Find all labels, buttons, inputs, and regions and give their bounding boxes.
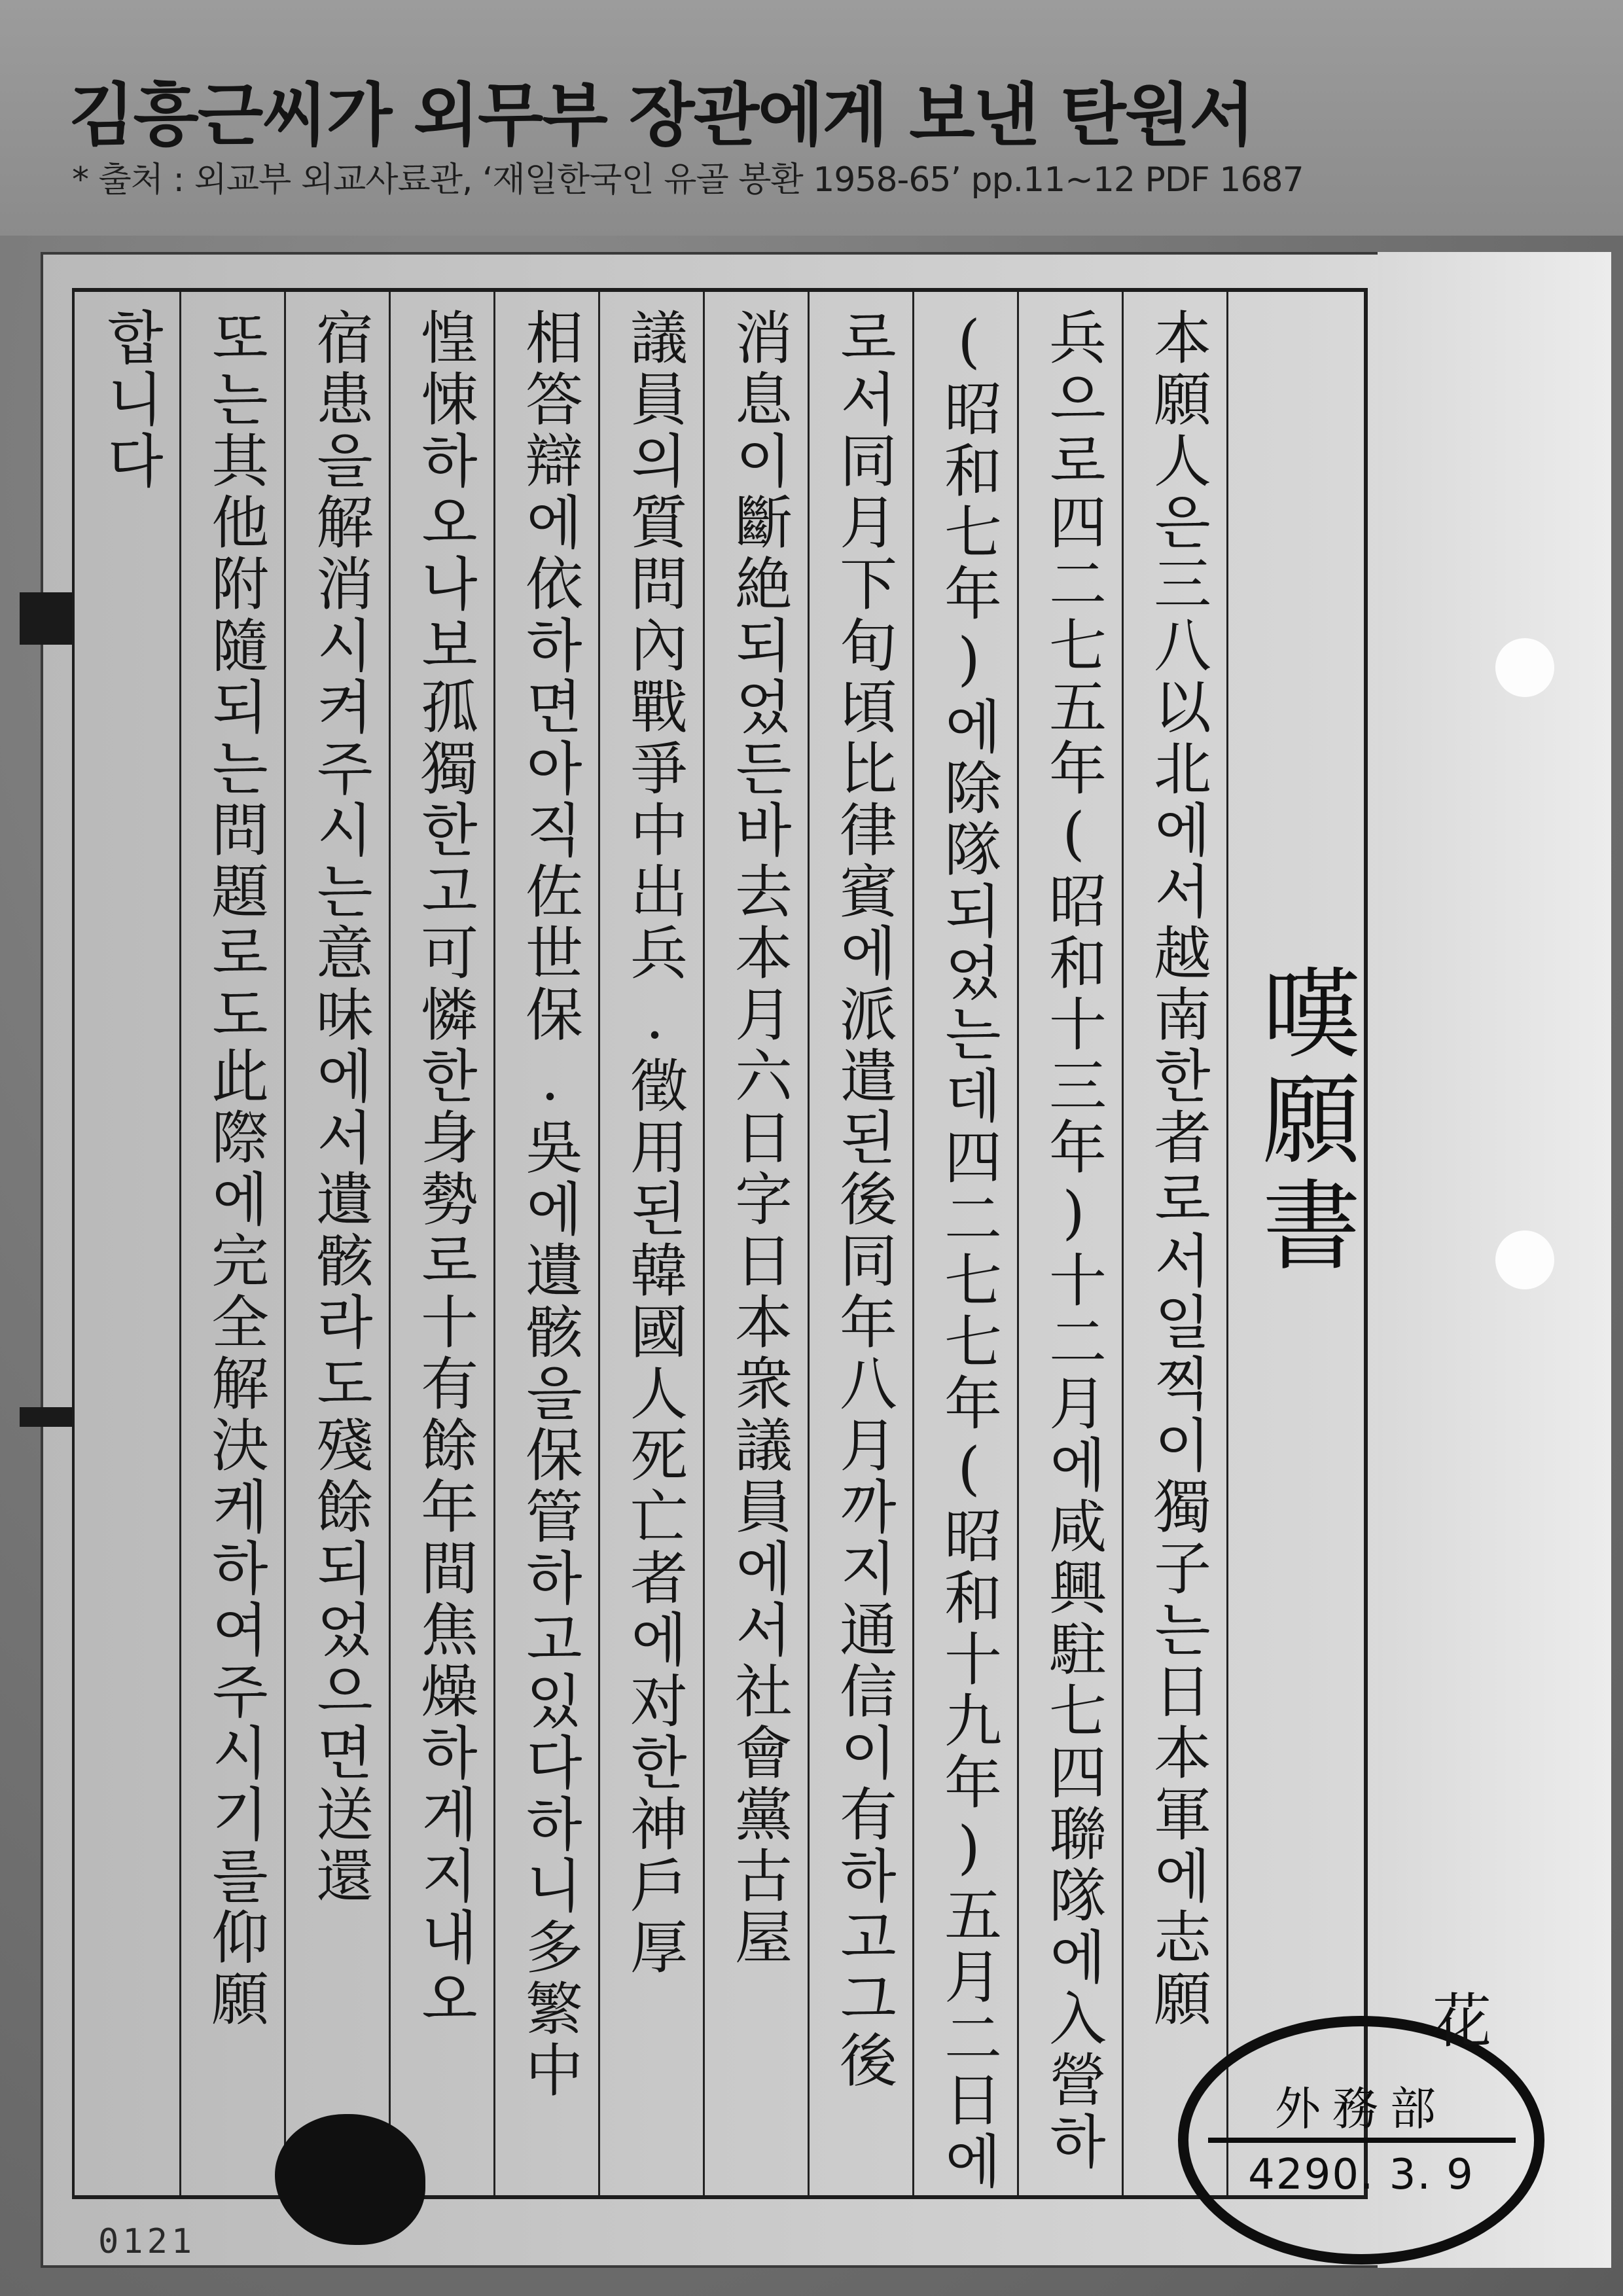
binder-hole-upper xyxy=(1495,638,1554,697)
left-binding-tab xyxy=(20,1407,72,1427)
text-column: 本願人은三八以北에서越南한者로서일찍이獨子는日本軍에志願 xyxy=(1145,308,1212,2030)
source-caption: * 출처 : 외교부 외교사료관, ‘재일한국인 유골 봉환 1958-65’ pp.11~12 PDF 1687 xyxy=(72,160,1304,200)
stamp-date: 4290. 3. 9 xyxy=(1248,2151,1474,2199)
text-column: 兵으로四二七五年(昭和十三年)十二月에咸興駐七四聯隊에入營하 xyxy=(1040,308,1107,2173)
header-band xyxy=(0,0,1623,236)
petition-heading: 嘆願書 xyxy=(1245,962,1359,1280)
receipt-stamp xyxy=(1178,2016,1544,2265)
text-column: 惶悚하오나보孤獨한고可憐한身勢로十有餘年間焦燥하게지내오 xyxy=(412,308,479,2030)
text-column: 相答辯에依하면아직佐世保.吳에遺骸을保管하고있다하니多繁中 xyxy=(516,308,584,2102)
page-title: 김흥근씨가 외무부 장관에게 보낸 탄원서 xyxy=(69,75,1254,155)
text-column: 로서同月下旬頃比律賓에派遣된後同年八月까지通信이有하고그後 xyxy=(830,308,898,2092)
corner-mark: 花 xyxy=(1422,1990,1491,2049)
text-column: 議員의質問內戰爭中出兵.徵用된韓國人死亡者에对한神戶厚 xyxy=(621,308,688,1979)
stamp-divider xyxy=(1208,2138,1516,2143)
paper-margin xyxy=(1378,252,1611,2268)
binder-hole-lower xyxy=(1495,1230,1554,1289)
left-binding-tab xyxy=(20,592,72,645)
text-column: (昭和七年)에除隊되었는데四二七七年(昭和十九年)五月二日에 xyxy=(935,308,1003,2193)
stamp-office-text: 外務部 xyxy=(1275,2082,1448,2136)
text-column: 宿患을解消시켜주시는意味에서遺骸라도殘餘되었으면送還 xyxy=(307,308,374,1907)
text-column: 消息이斷絶되었든바去本月六日字日本衆議員에서社會黨古屋 xyxy=(726,308,793,1969)
text-column: 합니다 xyxy=(98,308,165,492)
text-column: 또는其他附隨되는問題로도此際에完全解決케하여주시기를仰願 xyxy=(202,308,270,2030)
petition-body xyxy=(72,308,1368,2193)
page-number: 0121 xyxy=(98,2222,196,2261)
